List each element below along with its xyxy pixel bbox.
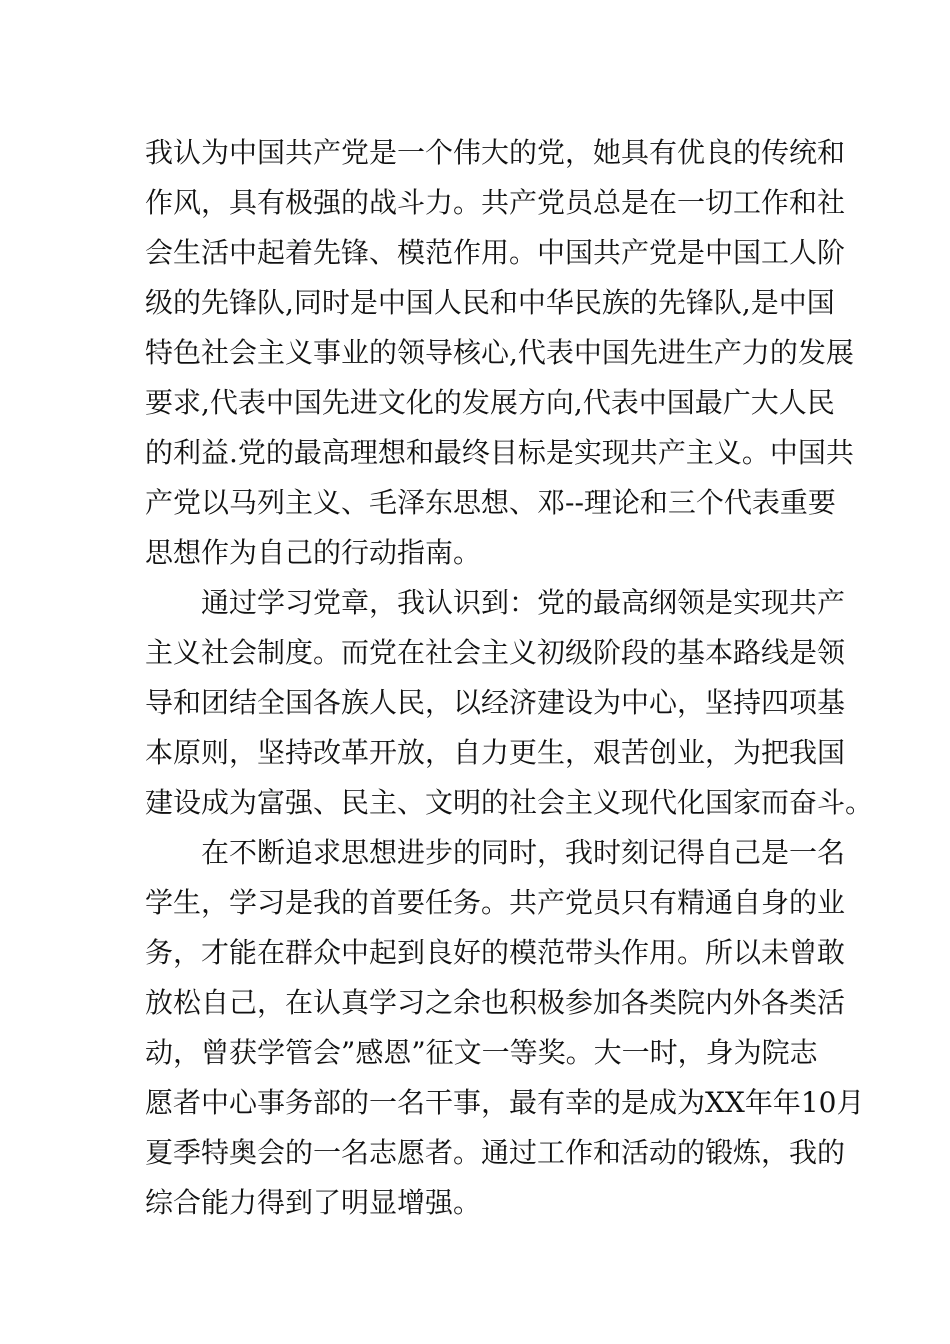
- text-line: 本原则，坚持改革开放，自力更生，艰苦创业，为把我国: [145, 736, 846, 769]
- document-body: [145, 128, 874, 1228]
- text-line: 特色社会主义事业的领导核心,代表中国先进生产力的发展: [145, 336, 854, 369]
- text-line: 主义社会制度。而党在社会主义初级阶段的基本路线是领: [145, 636, 846, 669]
- text-line: 会生活中起着先锋、模范作用。中国共产党是中国工人阶: [145, 236, 846, 269]
- text-line: 放松自己，在认真学习之余也积极参加各类院内外各类活: [145, 986, 846, 1019]
- paragraph-2: [145, 578, 874, 828]
- text-line: 学生，学习是我的首要任务。共产党员只有精通自身的业: [145, 886, 846, 919]
- text-line: 产党以马列主义、毛泽东思想、邓--理论和三个代表重要: [145, 486, 836, 519]
- text-line: 的利益.党的最高理想和最终目标是实现共产主义。中国共: [145, 436, 854, 469]
- text-line: 作风，具有极强的战斗力。共产党员总是在一切工作和社: [145, 186, 846, 219]
- text-line: 级的先锋队,同时是中国人民和中华民族的先锋队,是中国: [145, 286, 835, 319]
- text-line: 思想作为自己的行动指南。: [145, 536, 482, 569]
- text-line: 务，才能在群众中起到良好的模范带头作用。所以未曾敢: [145, 936, 846, 969]
- text-line: 夏季特奥会的一名志愿者。通过工作和活动的锻炼，我的: [145, 1136, 846, 1169]
- text-line: 愿者中心事务部的一名干事，最有幸的是成为XX年年10月: [145, 1086, 865, 1119]
- text-line: 导和团结全国各族人民，以经济建设为中心，坚持四项基: [145, 686, 846, 719]
- text-line: 动，曾获学管会”感恩”征文一等奖。大一时，身为院志: [145, 1036, 818, 1069]
- text-line: 要求,代表中国先进文化的发展方向,代表中国最广大人民: [145, 386, 835, 419]
- text-line: 我认为中国共产党是一个伟大的党，她具有优良的传统和: [145, 136, 846, 169]
- paragraph-1: [145, 128, 854, 578]
- text-line: 综合能力得到了明显增强。: [145, 1186, 482, 1219]
- paragraph-3: [145, 828, 865, 1228]
- text-line: 建设成为富强、民主、文明的社会主义现代化国家而奋斗。: [145, 786, 874, 819]
- text-line: 通过学习党章，我认识到：党的最高纲领是实现共产: [201, 586, 846, 619]
- text-line: 在不断追求思想进步的同时，我时刻记得自己是一名: [201, 836, 846, 869]
